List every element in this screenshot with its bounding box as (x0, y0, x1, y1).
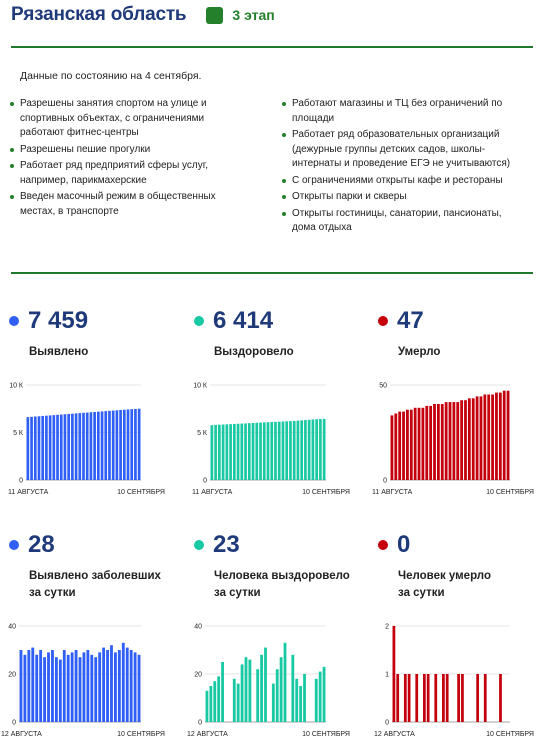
bar (394, 414, 397, 481)
bar (456, 402, 459, 480)
y-tick-label: 2 (385, 623, 389, 631)
bar (27, 650, 30, 722)
bar (75, 413, 78, 480)
y-tick-label: 40 (8, 623, 16, 631)
bar (480, 396, 483, 480)
bar (114, 652, 117, 722)
bar (237, 684, 240, 722)
stat-label: Выявлено (29, 346, 89, 358)
bullet-icon (10, 102, 14, 106)
bar (441, 404, 444, 480)
bar (483, 395, 486, 481)
bar (295, 679, 298, 722)
bar (402, 412, 405, 480)
bar (67, 414, 70, 480)
bar (90, 412, 93, 480)
bullet-icon (10, 195, 14, 199)
x-end-label: 10 СЕНТЯБРЯ (486, 731, 534, 738)
bar (78, 413, 81, 480)
bar (499, 674, 502, 722)
blue-dot-icon (9, 540, 19, 550)
bar (414, 408, 417, 480)
bar (282, 421, 285, 480)
page-title: Рязанская область (11, 4, 187, 25)
bullet-icon (10, 164, 14, 168)
bar (434, 674, 437, 722)
bar (229, 424, 232, 480)
bar (299, 686, 302, 722)
x-start-label: 11 АВГУСТА (8, 489, 49, 496)
bar (248, 660, 251, 722)
bar (233, 679, 236, 722)
stage-label: 3 этап (232, 7, 275, 23)
bar (308, 420, 311, 480)
bar (110, 645, 113, 722)
bar (391, 415, 394, 480)
bar (86, 413, 89, 480)
bar (217, 676, 220, 722)
bar (437, 404, 440, 480)
bar (75, 650, 78, 722)
bar (67, 655, 70, 722)
y-tick-label: 0 (198, 719, 202, 727)
bar (116, 410, 119, 480)
bar (237, 424, 240, 480)
bar (56, 415, 59, 480)
x-start-label: 12 АВГУСТА (374, 731, 415, 738)
bar (259, 423, 262, 480)
bar (47, 652, 50, 722)
bar (449, 402, 452, 480)
bar (134, 652, 137, 722)
bar (263, 422, 266, 480)
bar (138, 655, 141, 722)
bullet-icon (282, 179, 286, 183)
list-item: Работает ряд образовательных организаций (дежурные группы детских садов, школы-интернаты и проведение ЕГЭ не учитываются) (282, 128, 527, 172)
stat-value: 28 (28, 531, 55, 558)
chart-detected-daily (0, 618, 170, 739)
bar (123, 410, 126, 480)
bar (452, 402, 455, 480)
list-item: Открыты гостиницы, санатории, пансионаты, дома отдыха (282, 207, 527, 236)
bar (118, 650, 121, 722)
y-tick-label: 1 (385, 671, 389, 679)
bar (507, 391, 510, 480)
bar (408, 674, 411, 722)
bar (264, 648, 267, 722)
bar (487, 395, 490, 481)
bar (285, 421, 288, 480)
stat-value: 47 (397, 307, 424, 334)
list-item: Открыты парки и скверы (282, 190, 527, 205)
bar (93, 412, 96, 480)
bar (267, 422, 270, 480)
bar (304, 420, 307, 480)
bar (83, 652, 86, 722)
bar (503, 391, 506, 480)
bar (464, 400, 467, 480)
bar (323, 667, 326, 722)
bar (272, 684, 275, 722)
bar (221, 662, 224, 722)
chart-died-daily (362, 618, 532, 739)
red-dot-icon (378, 540, 388, 550)
bar (297, 421, 300, 480)
chart-detected-total (0, 376, 170, 501)
bar (119, 410, 122, 480)
bar (209, 686, 212, 722)
bar (130, 650, 133, 722)
bullet-icon (282, 102, 286, 106)
bar (393, 626, 396, 722)
y-tick-label: 10 К (9, 382, 23, 390)
bar (130, 409, 133, 480)
x-start-label: 12 АВГУСТА (187, 731, 228, 738)
bar (472, 398, 475, 480)
bar (20, 650, 23, 722)
bar (241, 664, 244, 722)
bar (315, 679, 318, 722)
bar (398, 412, 401, 480)
bar (396, 674, 399, 722)
y-tick-label: 0 (385, 719, 389, 727)
bar (59, 660, 62, 722)
date-note: Данные по состоянию на 4 сентября. (20, 70, 202, 82)
bar (64, 414, 67, 480)
bar (274, 422, 277, 480)
x-end-label: 10 СЕНТЯБРЯ (486, 489, 534, 496)
bar (445, 402, 448, 480)
x-start-label: 11 АВГУСТА (372, 489, 413, 496)
bar (38, 416, 41, 480)
blue-dot-icon (9, 316, 19, 326)
bar (222, 425, 225, 480)
bar (90, 655, 93, 722)
bar (106, 650, 109, 722)
bar (122, 643, 125, 722)
bullet-icon (282, 195, 286, 199)
y-tick-label: 5 К (197, 430, 207, 437)
bar (51, 650, 54, 722)
bar (55, 657, 58, 722)
bar (289, 421, 292, 480)
bar (41, 416, 44, 480)
bar (218, 425, 221, 480)
bar (278, 422, 281, 480)
bar (422, 408, 425, 480)
stat-value: 0 (397, 531, 411, 558)
bar (94, 657, 97, 722)
red-dot-icon (378, 316, 388, 326)
stat-value: 7 459 (28, 307, 89, 334)
bar (245, 657, 248, 722)
bar (27, 417, 30, 480)
bar (138, 409, 141, 480)
bar (476, 396, 479, 480)
bar (491, 395, 494, 481)
bar (206, 691, 209, 722)
bar (43, 657, 46, 722)
x-end-label: 10 СЕНТЯБРЯ (302, 731, 350, 738)
bar (127, 409, 130, 480)
bar (34, 417, 37, 480)
stat-value: 23 (213, 531, 240, 558)
page-header (11, 2, 275, 28)
bar (214, 425, 217, 480)
bar (63, 650, 66, 722)
stat-label: Человека выздоровело за сутки (214, 570, 350, 599)
bar (460, 400, 463, 480)
bar (446, 674, 449, 722)
bar (134, 409, 137, 480)
bar (260, 655, 263, 722)
divider-middle (11, 272, 533, 274)
bar (60, 415, 63, 480)
x-start-label: 12 АВГУСТА (1, 731, 42, 738)
bar (102, 648, 105, 722)
bar (31, 648, 34, 722)
bar (225, 424, 228, 480)
bar (98, 652, 101, 722)
bar (86, 650, 89, 722)
bar (442, 674, 445, 722)
bar (104, 411, 107, 480)
stat-label: Выздоровело (214, 346, 294, 358)
y-tick-label: 40 (194, 623, 202, 631)
x-end-label: 10 СЕНТЯБРЯ (117, 731, 165, 738)
divider-top (11, 46, 533, 48)
bar (484, 674, 487, 722)
bar (270, 422, 273, 480)
bar (82, 413, 85, 480)
bar (415, 674, 418, 722)
bar (45, 416, 48, 480)
bar (233, 424, 236, 480)
restrictions-right-list (282, 97, 527, 238)
bar (284, 643, 287, 722)
bar (213, 681, 216, 722)
bar (418, 408, 421, 480)
bar (499, 393, 502, 480)
list-item: Работает ряд предприятий сферы услуг, например, парикмахерские (10, 159, 238, 188)
bar (39, 650, 42, 722)
bar (35, 655, 38, 722)
bar (406, 410, 409, 480)
bar (244, 423, 247, 480)
list-item: Введен масочный режим в общественных местах, в транспорте (10, 190, 238, 219)
bar (71, 652, 74, 722)
teal-dot-icon (194, 316, 204, 326)
y-tick-label: 20 (8, 671, 16, 679)
bar (303, 674, 306, 722)
stat-label: Выявлено заболевших за сутки (29, 570, 161, 599)
bar (404, 674, 407, 722)
y-tick-label: 0 (383, 477, 387, 485)
y-tick-label: 0 (19, 477, 23, 485)
bar (312, 419, 315, 480)
bar (126, 648, 129, 722)
bar (101, 411, 104, 480)
chart-recovered-total (180, 376, 350, 501)
stat-label: Умерло (398, 346, 441, 358)
list-item: Разрешены занятия спортом на улице и спортивных объектах, с ограничениями работают фитнес-центры (10, 97, 238, 141)
stat-value: 6 414 (213, 307, 274, 334)
bar (79, 657, 82, 722)
teal-dot-icon (194, 540, 204, 550)
y-tick-label: 50 (379, 382, 387, 390)
bar (476, 674, 479, 722)
bar (252, 423, 255, 480)
list-item: С ограничениями открыты кафе и рестораны (282, 174, 527, 189)
bar (315, 419, 318, 480)
x-end-label: 10 СЕНТЯБРЯ (302, 489, 350, 496)
y-tick-label: 10 К (193, 382, 207, 390)
bar (248, 423, 251, 480)
bar (280, 657, 283, 722)
y-tick-label: 5 К (13, 430, 23, 437)
bar (427, 674, 430, 722)
y-tick-label: 20 (194, 671, 202, 679)
restrictions-left-list (10, 97, 238, 221)
bar (293, 421, 296, 480)
bar (240, 424, 243, 480)
bar (433, 404, 436, 480)
bar (457, 674, 460, 722)
list-item: Разрешены пешие прогулки (10, 143, 238, 158)
bar (319, 419, 322, 480)
bullet-icon (282, 212, 286, 216)
bar (300, 420, 303, 480)
bar (52, 415, 55, 480)
bar (71, 414, 74, 480)
chart-recovered-daily (180, 618, 350, 739)
bar (468, 398, 471, 480)
bar (97, 412, 100, 480)
list-item: Работают магазины и ТЦ без ограничений по площади (282, 97, 527, 126)
bar (291, 655, 294, 722)
bar (423, 674, 426, 722)
bar (461, 674, 464, 722)
stage-square-icon (206, 7, 223, 24)
x-start-label: 11 АВГУСТА (192, 489, 233, 496)
stage-badge (206, 7, 274, 24)
bar (211, 425, 214, 480)
bullet-icon (282, 133, 286, 137)
bar (425, 406, 428, 480)
bar (429, 406, 432, 480)
bar (323, 419, 326, 480)
bar (410, 410, 413, 480)
bar (23, 655, 26, 722)
x-end-label: 10 СЕНТЯБРЯ (117, 489, 165, 496)
bar (30, 417, 33, 480)
bar (319, 672, 322, 722)
chart-died-total (362, 376, 532, 501)
bullet-icon (10, 148, 14, 152)
bar (49, 415, 52, 480)
stat-label: Человек умерло за сутки (398, 570, 491, 599)
bar (255, 423, 258, 480)
bar (256, 669, 259, 722)
bar (108, 411, 111, 480)
y-tick-label: 0 (12, 719, 16, 727)
bar (276, 669, 279, 722)
bar (495, 393, 498, 480)
y-tick-label: 0 (203, 477, 207, 485)
bar (112, 411, 115, 480)
